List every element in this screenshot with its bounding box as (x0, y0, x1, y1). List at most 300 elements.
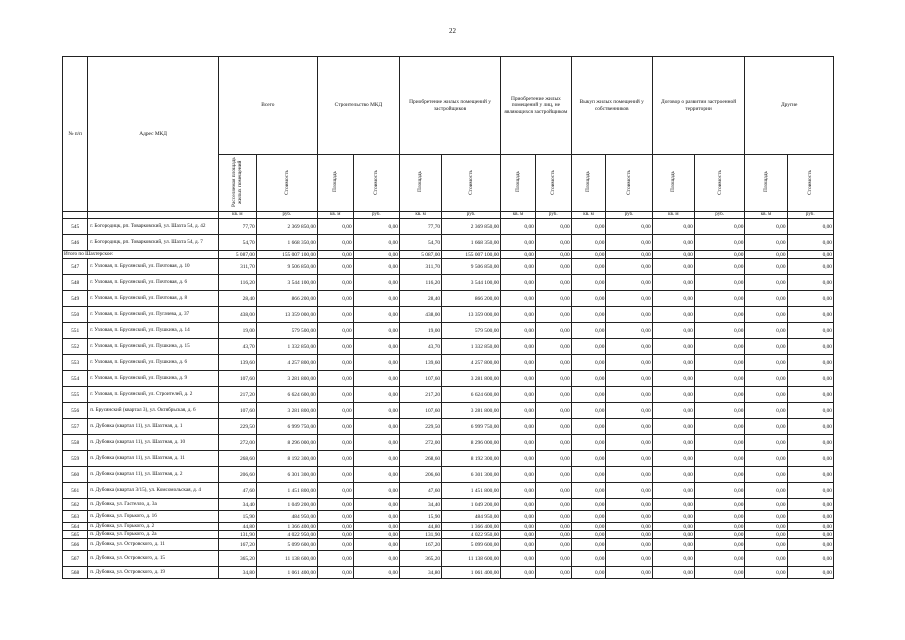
cell-area: 0,00 (317, 355, 353, 371)
cell-area: 0,00 (745, 419, 787, 435)
cell-cost: 0,00 (694, 451, 745, 467)
cell-area: 229,50 (218, 419, 256, 435)
cell-area: 0,00 (571, 531, 606, 539)
table-row (63, 387, 834, 403)
cell-cost: 0,00 (787, 551, 833, 567)
cell-cost: 0,00 (787, 323, 833, 339)
cell-cost: 4 257 800,00 (442, 355, 501, 371)
header-group-owner-buyout: Выкуп жилых помещений у собственников (571, 57, 652, 155)
row-address: п. Дубовка, ул. Островского, д. 15 (88, 551, 219, 567)
cell-cost: 8 192 300,00 (442, 451, 501, 467)
cell-area: 0,00 (745, 531, 787, 539)
cell-cost: 0,00 (353, 419, 399, 435)
cell-area: 0,00 (501, 419, 536, 435)
units-row (63, 212, 834, 219)
unit-cost: руб. (442, 212, 501, 219)
table-row (63, 531, 834, 539)
cell-area: 34,80 (399, 567, 441, 579)
cell-area: 107,60 (399, 371, 441, 387)
cell-area: 0,00 (571, 539, 606, 551)
cell-cost: 3 544 100,00 (256, 275, 317, 291)
cell-cost: 0,00 (606, 483, 652, 499)
cell-area: 0,00 (571, 467, 606, 483)
unit-area: кв. м (218, 212, 256, 219)
unit-cost: руб. (256, 212, 317, 219)
cell-area: 0,00 (501, 219, 536, 235)
cell-area: 0,00 (652, 567, 694, 579)
cell-cost: 0,00 (606, 387, 652, 403)
cell-cost: 0,00 (694, 371, 745, 387)
cell-area: 0,00 (652, 403, 694, 419)
row-number: 565 (63, 531, 88, 539)
cell-cost: 0,00 (606, 567, 652, 579)
header-address: Адрес МКД (88, 57, 219, 212)
cell-area: 0,00 (501, 523, 536, 531)
page-number: 22 (449, 27, 456, 35)
cell-cost: 8 296 000,00 (256, 435, 317, 451)
cell-area: 0,00 (745, 323, 787, 339)
cell-cost: 3 281 800,00 (256, 371, 317, 387)
sub-header-cost: Стоимость (787, 155, 833, 212)
cell-area: 0,00 (501, 387, 536, 403)
table-row (63, 323, 834, 339)
cell-area: 0,00 (745, 523, 787, 531)
row-number: 553 (63, 355, 88, 371)
cell-cost: 0,00 (353, 403, 399, 419)
unit-area: кв. м (399, 212, 441, 219)
cell-area: 0,00 (571, 291, 606, 307)
cell-area: 0,00 (571, 323, 606, 339)
cell-area: 116,20 (399, 275, 441, 291)
cell-area: 217,20 (399, 387, 441, 403)
cell-area: 0,00 (501, 467, 536, 483)
subtotal-row (63, 251, 834, 259)
cell-cost: 3 544 100,00 (442, 275, 501, 291)
cell-cost: 1 332 850,00 (256, 339, 317, 355)
cell-area: 0,00 (745, 307, 787, 323)
cell-area: 0,00 (652, 499, 694, 511)
cell-cost: 0,00 (787, 251, 833, 259)
cell-area: 0,00 (652, 323, 694, 339)
cell-cost: 2 369 850,00 (442, 219, 501, 235)
cell-area: 54,70 (218, 235, 256, 251)
cell-cost: 0,00 (694, 235, 745, 251)
row-address: п. Дубовка (квартал 11), ул. Шахтная, д. 10 (88, 435, 219, 451)
cell-area: 0,00 (501, 499, 536, 511)
sub-header-cost: Стоимость (353, 155, 399, 212)
unit-area: кв. м (317, 212, 353, 219)
cell-cost: 5 099 600,00 (442, 539, 501, 551)
table-row (63, 511, 834, 523)
cell-area: 0,00 (317, 435, 353, 451)
cell-area: 0,00 (317, 219, 353, 235)
cell-cost: 0,00 (787, 235, 833, 251)
cell-area: 0,00 (652, 467, 694, 483)
table-row (63, 403, 834, 419)
cell-area: 0,00 (571, 403, 606, 419)
cell-cost: 6 624 600,00 (256, 387, 317, 403)
cell-area: 0,00 (317, 531, 353, 539)
cell-area: 0,00 (571, 219, 606, 235)
cell-cost: 0,00 (535, 499, 571, 511)
unit-cost: руб. (787, 212, 833, 219)
cell-cost: 4 257 800,00 (256, 355, 317, 371)
table-header (63, 57, 834, 219)
cell-area: 0,00 (652, 451, 694, 467)
cell-area: 0,00 (652, 307, 694, 323)
cell-cost: 579 500,00 (442, 323, 501, 339)
cell-cost: 0,00 (535, 235, 571, 251)
cell-area: 0,00 (652, 235, 694, 251)
cell-cost: 0,00 (787, 567, 833, 579)
cell-cost: 4 022 950,00 (256, 531, 317, 539)
row-address: п. Дубовка, ул. Гастелло, д. 3а (88, 499, 219, 511)
cell-area: 0,00 (317, 483, 353, 499)
cell-cost: 0,00 (787, 307, 833, 323)
cell-cost: 0,00 (694, 511, 745, 523)
cell-area: 0,00 (652, 387, 694, 403)
table-row (63, 483, 834, 499)
cell-area: 0,00 (745, 355, 787, 371)
table-row (63, 551, 834, 567)
unit-area: кв. м (745, 212, 787, 219)
cell-cost: 0,00 (606, 499, 652, 511)
cell-cost: 0,00 (787, 259, 833, 275)
cell-cost: 0,00 (353, 511, 399, 523)
cell-area: 0,00 (501, 483, 536, 499)
row-number: 552 (63, 339, 88, 355)
cell-cost: 0,00 (535, 567, 571, 579)
cell-cost: 6 999 750,00 (442, 419, 501, 435)
cell-area: 0,00 (317, 467, 353, 483)
cell-area: 131,90 (399, 531, 441, 539)
cell-area: 77,70 (218, 219, 256, 235)
cell-area: 0,00 (652, 219, 694, 235)
cell-area: 54,70 (399, 235, 441, 251)
cell-cost: 0,00 (787, 499, 833, 511)
cell-cost: 0,00 (787, 355, 833, 371)
cell-cost: 0,00 (353, 219, 399, 235)
cell-cost: 0,00 (606, 307, 652, 323)
cell-area: 0,00 (571, 259, 606, 275)
cell-cost: 0,00 (694, 251, 745, 259)
cell-area: 0,00 (501, 235, 536, 251)
cell-area: 0,00 (745, 511, 787, 523)
cell-area: 0,00 (745, 387, 787, 403)
cell-area: 0,00 (652, 511, 694, 523)
cell-cost: 0,00 (787, 467, 833, 483)
table-row (63, 235, 834, 251)
cell-area: 0,00 (501, 339, 536, 355)
cell-cost: 1 451 800,00 (442, 483, 501, 499)
row-number: 550 (63, 307, 88, 323)
cell-cost: 0,00 (694, 419, 745, 435)
cell-cost: 1 668 350,00 (442, 235, 501, 251)
cell-area: 19,00 (399, 323, 441, 339)
row-number: 559 (63, 451, 88, 467)
cell-area: 0,00 (571, 339, 606, 355)
cell-area: 0,00 (745, 483, 787, 499)
cell-cost: 0,00 (535, 387, 571, 403)
cell-area: 0,00 (501, 567, 536, 579)
cell-cost: 0,00 (606, 419, 652, 435)
cell-area: 15,90 (399, 511, 441, 523)
cell-area: 139,60 (399, 355, 441, 371)
row-address: п. Брусянский (квартал 3), ул. Октябрьская, д. 6 (88, 403, 219, 419)
units-cell-empty (63, 212, 88, 219)
header-group-territory-development: Договор о развитии застроенной территории (652, 57, 745, 155)
cell-cost: 9 506 850,00 (442, 259, 501, 275)
cell-area: 139,60 (218, 355, 256, 371)
housing-table (62, 56, 834, 579)
cell-area: 47,60 (399, 483, 441, 499)
cell-cost: 0,00 (787, 219, 833, 235)
cell-cost: 0,00 (606, 355, 652, 371)
cell-area: 0,00 (652, 523, 694, 531)
cell-cost: 0,00 (353, 371, 399, 387)
cell-cost: 0,00 (694, 531, 745, 539)
cell-cost: 0,00 (787, 483, 833, 499)
cell-cost: 3 281 800,00 (442, 403, 501, 419)
cell-cost: 0,00 (353, 539, 399, 551)
cell-area: 0,00 (745, 403, 787, 419)
cell-area: 272,00 (218, 435, 256, 451)
cell-area: 0,00 (317, 371, 353, 387)
unit-cost: руб. (535, 212, 571, 219)
table-row (63, 275, 834, 291)
table-row (63, 567, 834, 579)
cell-cost: 0,00 (694, 435, 745, 451)
sub-header-cost: Стоимость (606, 155, 652, 212)
cell-area: 0,00 (571, 355, 606, 371)
cell-cost: 0,00 (606, 451, 652, 467)
cell-cost: 0,00 (535, 451, 571, 467)
cell-area: 206,60 (218, 467, 256, 483)
cell-cost: 0,00 (606, 275, 652, 291)
cell-area: 34,40 (399, 499, 441, 511)
cell-area: 116,20 (218, 275, 256, 291)
cell-area: 0,00 (571, 499, 606, 511)
cell-area: 0,00 (745, 551, 787, 567)
cell-cost: 0,00 (535, 291, 571, 307)
row-address: г. Узловая, п. Брусянский, ул. Пушкина, д. 9 (88, 371, 219, 387)
cell-cost: 866 200,00 (256, 291, 317, 307)
table-row (63, 259, 834, 275)
cell-area: 0,00 (745, 275, 787, 291)
cell-area: 0,00 (745, 539, 787, 551)
cell-cost: 6 301 300,00 (442, 467, 501, 483)
cell-cost: 9 506 850,00 (256, 259, 317, 275)
table-row (63, 451, 834, 467)
cell-area: 0,00 (652, 259, 694, 275)
row-address: п. Дубовка (квартал 11), ул. Шахтная, д. 11 (88, 451, 219, 467)
cell-cost: 0,00 (606, 403, 652, 419)
cell-area: 0,00 (652, 371, 694, 387)
row-number: 551 (63, 323, 88, 339)
table-row (63, 371, 834, 387)
sub-header-cost: Стоимость (442, 155, 501, 212)
cell-cost: 6 999 750,00 (256, 419, 317, 435)
table-row (63, 339, 834, 355)
cell-cost: 0,00 (535, 219, 571, 235)
table-row (63, 419, 834, 435)
cell-cost: 0,00 (353, 387, 399, 403)
cell-cost: 0,00 (787, 371, 833, 387)
cell-cost: 0,00 (535, 251, 571, 259)
cell-area: 268,60 (399, 451, 441, 467)
row-number: 548 (63, 275, 88, 291)
cell-cost: 0,00 (694, 275, 745, 291)
cell-area: 0,00 (317, 291, 353, 307)
sub-header-resettled-area: Расселяемая площадь жилых помещений (218, 155, 256, 212)
cell-area: 5 087,00 (399, 251, 441, 259)
cell-cost: 0,00 (606, 235, 652, 251)
cell-cost: 0,00 (787, 275, 833, 291)
cell-area: 0,00 (317, 259, 353, 275)
cell-area: 44,80 (399, 523, 441, 531)
cell-area: 0,00 (745, 451, 787, 467)
row-address: г. Богородицк, рп. Товарковский, ул. Шахта 54, д. 42 (88, 219, 219, 235)
cell-cost: 0,00 (787, 511, 833, 523)
cell-cost: 0,00 (535, 307, 571, 323)
cell-cost: 0,00 (606, 523, 652, 531)
cell-cost: 0,00 (353, 567, 399, 579)
cell-cost: 6 624 600,00 (442, 387, 501, 403)
cell-area: 0,00 (501, 539, 536, 551)
cell-area: 0,00 (745, 435, 787, 451)
row-number: 549 (63, 291, 88, 307)
cell-area: 44,80 (218, 523, 256, 531)
cell-area: 206,60 (399, 467, 441, 483)
cell-cost: 0,00 (353, 355, 399, 371)
cell-cost: 0,00 (353, 523, 399, 531)
cell-area: 217,20 (218, 387, 256, 403)
cell-cost: 0,00 (694, 259, 745, 275)
row-number: 564 (63, 523, 88, 531)
cell-area: 107,60 (399, 403, 441, 419)
cell-area: 0,00 (501, 307, 536, 323)
cell-area: 0,00 (501, 511, 536, 523)
cell-area: 0,00 (745, 235, 787, 251)
row-address: п. Дубовка, ул. Горького, д. 16 (88, 511, 219, 523)
cell-cost: 0,00 (353, 291, 399, 307)
cell-area: 131,90 (218, 531, 256, 539)
cell-cost: 0,00 (606, 323, 652, 339)
cell-cost: 484 950,00 (442, 511, 501, 523)
cell-area: 0,00 (317, 523, 353, 531)
cell-cost: 0,00 (694, 567, 745, 579)
cell-area: 167,20 (399, 539, 441, 551)
cell-cost: 11 138 600,00 (256, 551, 317, 567)
cell-cost: 0,00 (787, 403, 833, 419)
cell-cost: 0,00 (535, 419, 571, 435)
cell-area: 0,00 (317, 419, 353, 435)
cell-area: 0,00 (571, 419, 606, 435)
cell-area: 438,00 (218, 307, 256, 323)
cell-area: 0,00 (571, 371, 606, 387)
header-group-other: Другие (745, 57, 834, 155)
row-address: г. Узловая, п. Брусянский, ул. Почтовая, д. 6 (88, 275, 219, 291)
subtotal-label: Итого по Шахтерское: (63, 251, 219, 259)
cell-cost: 0,00 (353, 467, 399, 483)
cell-area: 0,00 (652, 251, 694, 259)
cell-area: 0,00 (571, 435, 606, 451)
cell-cost: 6 301 300,00 (256, 467, 317, 483)
cell-area: 43,70 (218, 339, 256, 355)
cell-cost: 1 366 400,00 (442, 523, 501, 531)
cell-area: 0,00 (501, 291, 536, 307)
sub-header-area: Площадь (317, 155, 353, 212)
units-cell-empty (88, 212, 219, 219)
cell-cost: 0,00 (353, 235, 399, 251)
row-number: 566 (63, 539, 88, 551)
cell-area: 272,00 (399, 435, 441, 451)
row-number: 568 (63, 567, 88, 579)
cell-cost: 0,00 (606, 511, 652, 523)
cell-cost: 0,00 (694, 403, 745, 419)
cell-area: 0,00 (317, 511, 353, 523)
cell-area: 19,00 (218, 323, 256, 339)
unit-area: кв. м (652, 212, 694, 219)
cell-cost: 4 022 950,00 (442, 531, 501, 539)
cell-area: 0,00 (745, 339, 787, 355)
sub-header-area: Площадь (571, 155, 606, 212)
cell-area: 0,00 (571, 523, 606, 531)
cell-cost: 1 061 400,00 (256, 567, 317, 579)
cell-area: 34,80 (218, 567, 256, 579)
sub-header-area: Площадь (745, 155, 787, 212)
cell-cost: 0,00 (353, 307, 399, 323)
cell-cost: 0,00 (535, 259, 571, 275)
cell-cost: 0,00 (606, 371, 652, 387)
row-number: 547 (63, 259, 88, 275)
cell-area: 0,00 (571, 551, 606, 567)
cell-cost: 0,00 (353, 323, 399, 339)
cell-cost: 866 200,00 (442, 291, 501, 307)
cell-area: 107,60 (218, 403, 256, 419)
cell-area: 365,20 (218, 551, 256, 567)
cell-area: 0,00 (317, 235, 353, 251)
cell-cost: 0,00 (606, 219, 652, 235)
cell-area: 0,00 (652, 291, 694, 307)
cell-area: 0,00 (745, 259, 787, 275)
cell-cost: 0,00 (694, 539, 745, 551)
cell-cost: 0,00 (606, 339, 652, 355)
cell-area: 229,50 (399, 419, 441, 435)
header-group-total: Всего (218, 57, 317, 155)
cell-area: 0,00 (571, 483, 606, 499)
cell-cost: 0,00 (535, 467, 571, 483)
cell-cost: 0,00 (353, 339, 399, 355)
unit-area: кв. м (571, 212, 606, 219)
row-number: 555 (63, 387, 88, 403)
cell-cost: 0,00 (353, 275, 399, 291)
cell-cost: 1 366 400,00 (256, 523, 317, 531)
cell-area: 0,00 (571, 307, 606, 323)
cell-cost: 0,00 (353, 435, 399, 451)
row-address: г. Узловая, п. Брусянский, ул. Пушкина, д. 6 (88, 355, 219, 371)
cell-cost: 0,00 (694, 499, 745, 511)
table-row (63, 307, 834, 323)
cell-cost: 0,00 (694, 387, 745, 403)
sub-header-area: Площадь (399, 155, 441, 212)
cell-area: 0,00 (652, 355, 694, 371)
table-row (63, 435, 834, 451)
cell-cost: 0,00 (694, 551, 745, 567)
cell-cost: 3 281 800,00 (256, 403, 317, 419)
cell-area: 311,70 (399, 259, 441, 275)
row-address: г. Узловая, п. Брусянский, ул. Почтовая, д. 10 (88, 259, 219, 275)
